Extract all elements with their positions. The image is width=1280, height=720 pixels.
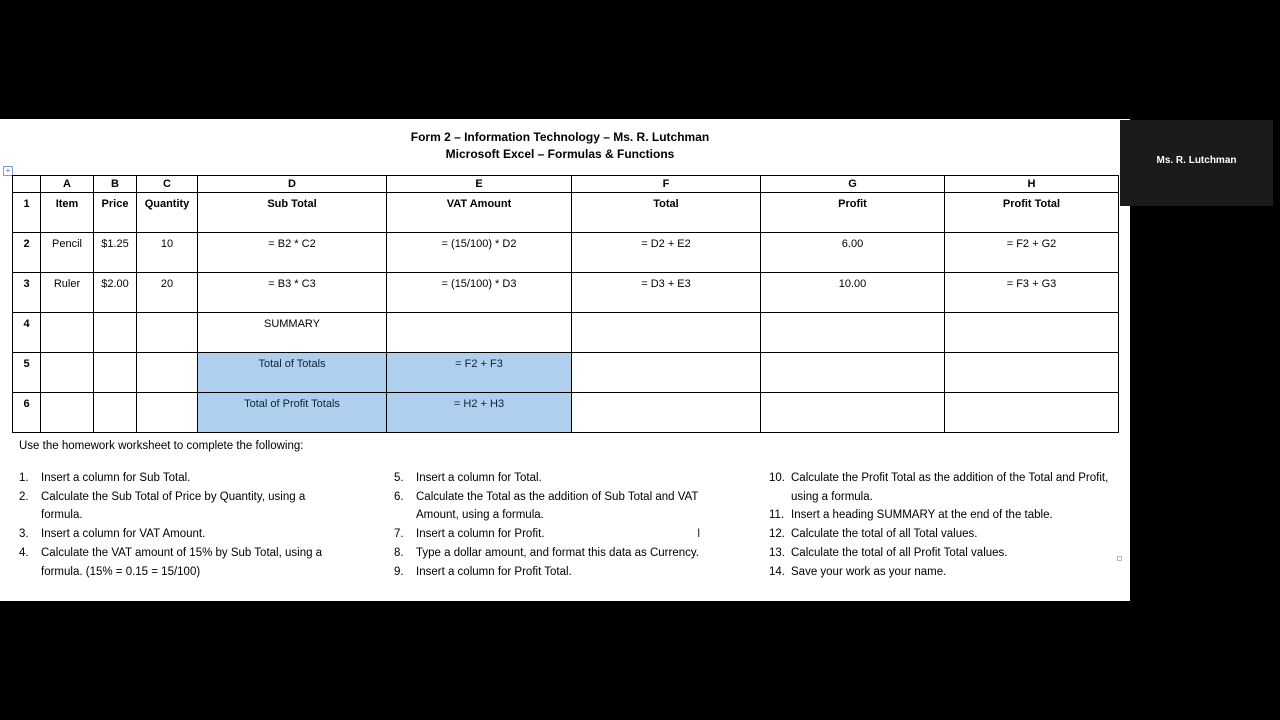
instruction-item xyxy=(769,506,1109,525)
instructions-intro: Use the homework worksheet to complete the following: xyxy=(19,440,304,452)
instruction-item xyxy=(19,544,339,581)
participant-video-tile[interactable] xyxy=(1120,120,1273,206)
instruction-text: Calculate the VAT amount of 15% by Sub Total, using a formula. (15% = 0.15 = 15/100) xyxy=(41,546,323,578)
instruction-number: 3. xyxy=(19,528,29,541)
table-cell[interactable]: Profit xyxy=(761,193,945,233)
table-row xyxy=(13,273,1119,313)
document-subtitle: Microsoft Excel – Formulas & Functions xyxy=(445,147,675,161)
table-cell[interactable]: = D2 + E2 xyxy=(572,233,761,273)
table-cell[interactable] xyxy=(137,313,198,353)
table-cell[interactable]: $2.00 xyxy=(94,273,137,313)
table-row xyxy=(13,393,1119,433)
table-cell[interactable] xyxy=(41,353,94,393)
table-cell[interactable]: 20 xyxy=(137,273,198,313)
table-cell[interactable]: Total of Totals xyxy=(198,353,387,393)
table-cell[interactable]: = F2 + G2 xyxy=(945,233,1119,273)
instruction-number: 1. xyxy=(19,472,29,484)
table-cell[interactable]: = (15/100) * D3 xyxy=(387,273,572,313)
table-cell[interactable]: Total xyxy=(572,193,761,233)
row-number[interactable]: 1 xyxy=(13,193,41,233)
table-row xyxy=(13,233,1119,273)
column-letter: G xyxy=(761,176,945,193)
table-cell[interactable] xyxy=(761,313,945,353)
table-row xyxy=(13,193,1119,233)
table-cell[interactable] xyxy=(41,393,94,433)
instruction-item xyxy=(769,525,1109,544)
instructions-column-1 xyxy=(19,469,339,581)
table-cell[interactable] xyxy=(572,393,761,433)
table-cell[interactable] xyxy=(387,313,572,353)
instruction-number: 4. xyxy=(19,546,29,559)
table-cell[interactable]: VAT Amount xyxy=(387,193,572,233)
instructions-column-2 xyxy=(394,469,724,581)
instruction-text: Insert a heading SUMMARY at the end of the table. xyxy=(791,509,1053,522)
instruction-number: 11. xyxy=(769,509,785,522)
table-cell[interactable] xyxy=(94,313,137,353)
ibeam-cursor-icon: I xyxy=(697,526,701,540)
column-letter: B xyxy=(94,176,137,193)
row-number[interactable]: 6 xyxy=(13,393,41,433)
table-cell[interactable]: Ruler xyxy=(41,273,94,313)
instruction-item xyxy=(19,488,339,525)
table-row xyxy=(13,353,1119,393)
instruction-text: Insert a column for Total. xyxy=(416,472,542,484)
table-cell[interactable]: $1.25 xyxy=(94,233,137,273)
table-cell[interactable]: 6.00 xyxy=(761,233,945,273)
table-cell[interactable]: = F3 + G3 xyxy=(945,273,1119,313)
instruction-number: 5. xyxy=(394,472,404,484)
table-cell[interactable] xyxy=(945,313,1119,353)
row-number[interactable]: 4 xyxy=(13,313,41,353)
instruction-number: 2. xyxy=(19,490,29,503)
column-letter: A xyxy=(41,176,94,193)
table-cell[interactable]: = B3 * C3 xyxy=(198,273,387,313)
table-cell[interactable] xyxy=(761,353,945,393)
instruction-text: Insert a column for Profit Total. xyxy=(416,565,572,578)
instruction-text: Calculate the Profit Total as the addition of the Total and Profit, using a formula. xyxy=(791,472,1109,503)
table-cell[interactable]: Pencil xyxy=(41,233,94,273)
instruction-text: Calculate the Sub Total of Price by Quantity, using a formula. xyxy=(41,490,306,522)
instruction-text: Type a dollar amount, and format this data as Currency. xyxy=(416,546,699,559)
table-cell[interactable] xyxy=(572,313,761,353)
instruction-item xyxy=(394,544,724,563)
table-cell[interactable]: Sub Total xyxy=(198,193,387,233)
row-number[interactable]: 3 xyxy=(13,273,41,313)
table-cell[interactable]: 10 xyxy=(137,233,198,273)
instruction-item xyxy=(19,525,339,544)
instruction-text: Calculate the total of all Profit Total values. xyxy=(791,546,1008,559)
table-cell[interactable] xyxy=(137,393,198,433)
instructions-column-3 xyxy=(769,469,1109,581)
column-letter: C xyxy=(137,176,198,193)
table-cell[interactable]: Price xyxy=(94,193,137,233)
table-cell[interactable]: Total of Profit Totals xyxy=(198,393,387,433)
table-cell[interactable]: = (15/100) * D2 xyxy=(387,233,572,273)
table-resize-handle[interactable] xyxy=(1117,556,1122,561)
instruction-text: Calculate the total of all Total values. xyxy=(791,528,978,541)
instruction-number: 12. xyxy=(769,528,785,541)
table-row xyxy=(13,313,1119,353)
instruction-text: Insert a column for VAT Amount. xyxy=(41,528,206,541)
table-cell[interactable] xyxy=(572,353,761,393)
table-cell[interactable]: Quantity xyxy=(137,193,198,233)
column-letter xyxy=(13,176,41,193)
column-header-row xyxy=(13,176,1119,193)
instruction-item xyxy=(19,469,339,488)
table-cell[interactable] xyxy=(41,313,94,353)
row-number[interactable]: 5 xyxy=(13,353,41,393)
instruction-text: Insert a column for Sub Total. xyxy=(41,472,191,484)
column-letter: F xyxy=(572,176,761,193)
table-cell[interactable] xyxy=(761,393,945,433)
table-cell[interactable]: = D3 + E3 xyxy=(572,273,761,313)
table-cell[interactable]: SUMMARY xyxy=(198,313,387,353)
table-cell[interactable]: = H2 + H3 xyxy=(387,393,572,433)
instruction-text: Calculate the Total as the addition of Sub Total and VAT Amount, using a formula. xyxy=(416,490,699,522)
instruction-number: 10. xyxy=(769,472,785,484)
table-cell[interactable] xyxy=(137,353,198,393)
table-cell[interactable]: Profit Total xyxy=(945,193,1119,233)
row-number[interactable]: 2 xyxy=(13,233,41,273)
instruction-number: 9. xyxy=(394,565,404,578)
instruction-text: Insert a column for Profit. xyxy=(416,528,545,541)
instruction-number: 6. xyxy=(394,490,404,503)
instruction-item xyxy=(394,563,724,582)
instruction-number: 14. xyxy=(769,565,785,578)
table-cell[interactable]: Item xyxy=(41,193,94,233)
instruction-item xyxy=(769,544,1109,563)
column-letter: H xyxy=(945,176,1119,193)
instruction-text: Save your work as your name. xyxy=(791,565,947,578)
table-cell[interactable]: = B2 * C2 xyxy=(198,233,387,273)
table-cell[interactable]: 10.00 xyxy=(761,273,945,313)
table-move-handle-icon[interactable]: + xyxy=(3,166,13,176)
instruction-item xyxy=(394,525,724,544)
instruction-item xyxy=(769,469,1109,506)
table-cell[interactable] xyxy=(94,353,137,393)
participant-name: Ms. R. Lutchman xyxy=(1156,155,1237,166)
worksheet-table xyxy=(12,175,1119,433)
document-page xyxy=(0,119,1130,601)
column-letter: D xyxy=(198,176,387,193)
column-letter: E xyxy=(387,176,572,193)
table-cell[interactable] xyxy=(94,393,137,433)
instruction-number: 13. xyxy=(769,546,785,559)
document-title: Form 2 – Information Technology – Ms. R. Lutchman xyxy=(410,130,710,144)
table-cell[interactable] xyxy=(945,393,1119,433)
table-cell[interactable]: = F2 + F3 xyxy=(387,353,572,393)
instruction-number: 7. xyxy=(394,528,404,541)
instruction-item xyxy=(394,469,724,488)
instruction-number: 8. xyxy=(394,546,404,559)
table-cell[interactable] xyxy=(945,353,1119,393)
instruction-item xyxy=(394,488,724,525)
instruction-item xyxy=(769,563,1109,582)
